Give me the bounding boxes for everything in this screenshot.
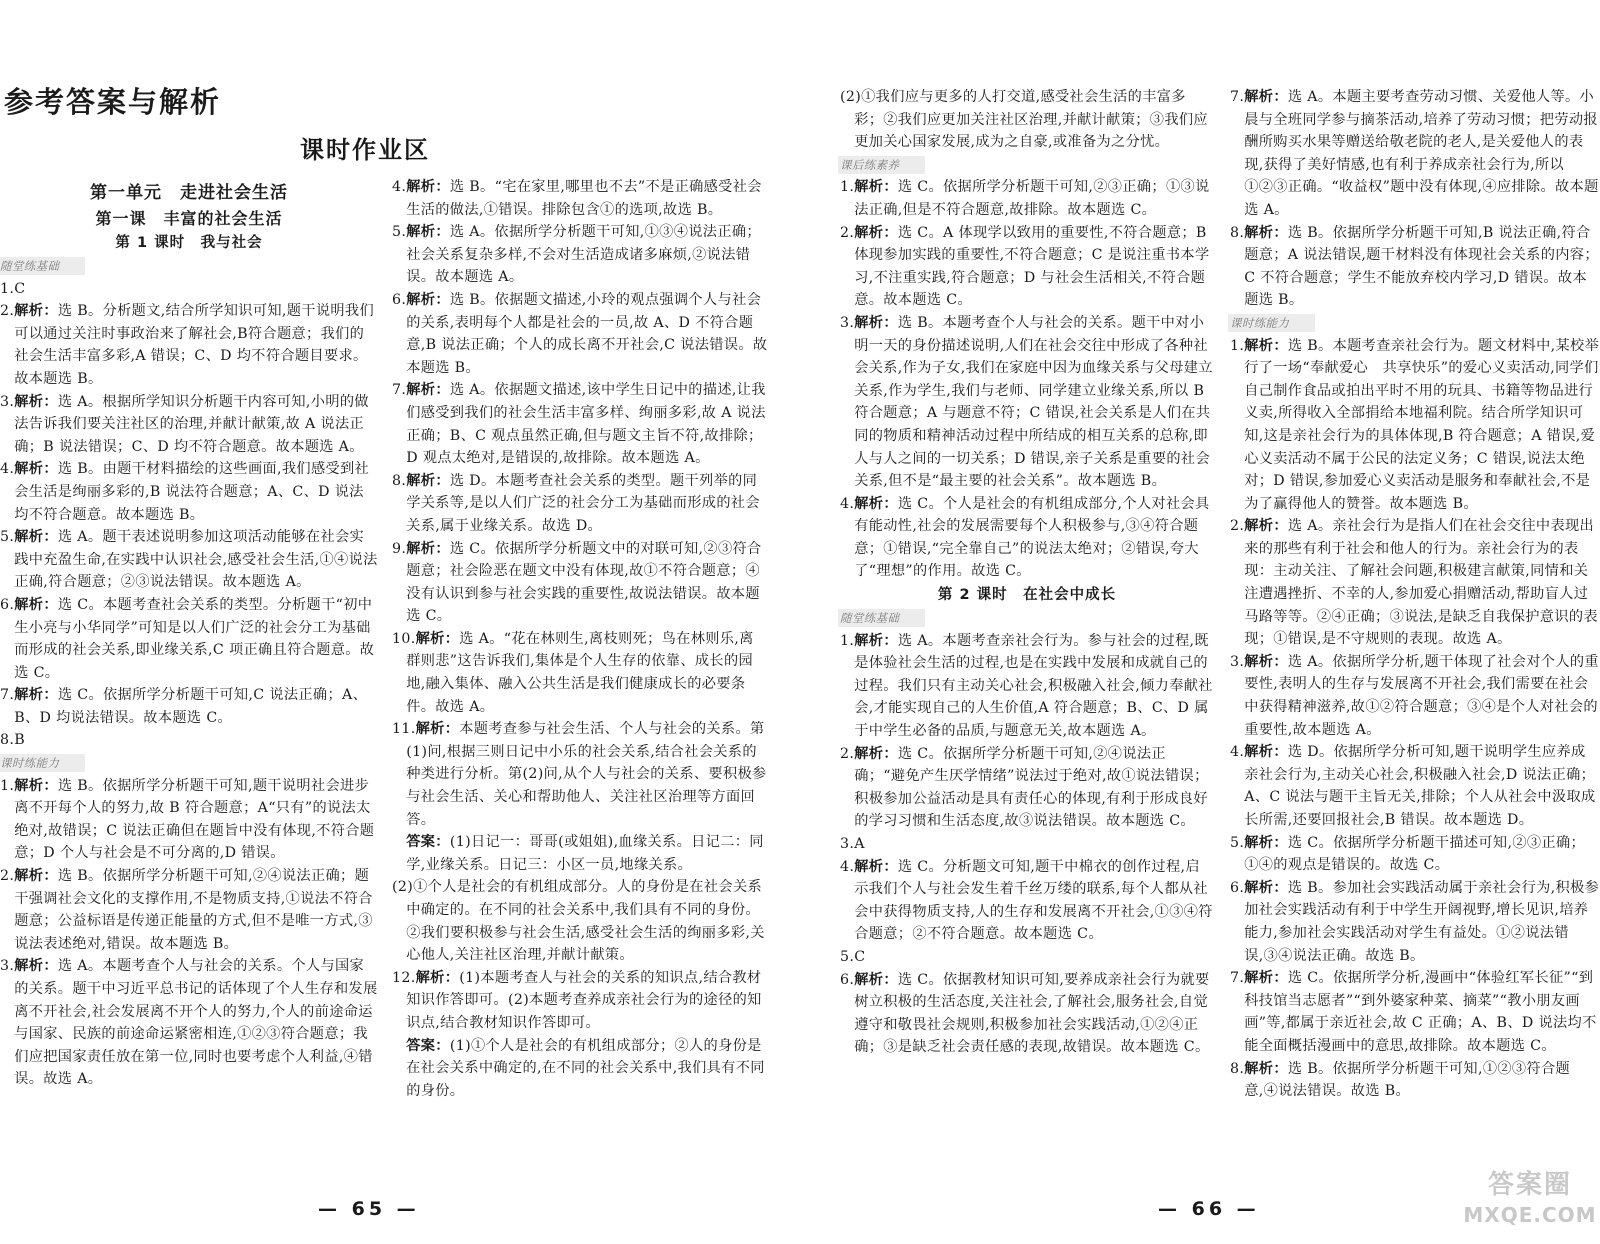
answer-list [0, 775, 378, 1091]
answer-item: 2.解析：选 B。依据所学分析题干可知,②④说法正确；题干强调社会文化的支撑作用,不是物质支持,①说法不符合题意；公益标语是传递正能量的方式,但不是唯一方式,③说法表述绝对,错误。故本题选 B。 [0, 868, 373, 952]
period-heading-1: 第 1 课时 我与社会 [115, 235, 263, 251]
answer-item: 3.解析：选 B。本题考查个人与社会的关系。题干中对小明一天的身份描述说明,人们在社会交往中形成了各种社会关系,作为子女,我们在家庭中因为血缘关系与父母建立关系,作为学生,我们与老师、同学建立业缘关系,所以 B 符合题意；A 与题意不符；C 错误,社会关系是人们在共同的物质和精神活动过程中所结成的相互关系的总称,即人与人之间的一切关系；D 错误,亲子关系是重要的社会关系,但不是“最主要的社会关系”。故本题选 B。 [840, 314, 1213, 490]
answer-item: 6.解析：选 C。本题考查社会关系的类型。分析题干“初中生小亮与小华同学”可知是以人们广泛的社会分工为基础而形成的社会关系,即业缘关系,C 项正确且符合题意。故选 C。 [0, 596, 375, 681]
answer-list [0, 278, 378, 752]
section-tag-ability: 课时练能力 [0, 754, 85, 772]
answer-item: 4.解析：选 C。分析题文可知,题干中棉衣的创作过程,启示我们个人与社会发生着千丝万缕的联系,每个人都从社会中获得物质支持,人的生存和发展离不开社会,①③④符合题意；②不符合题意。故本题选 C。 [840, 858, 1213, 943]
answer-item: 11.解析：本题考查参与社会生活、个人与社会的关系。第(1)问,根据三则日记中小乐的社会关系,结合社会关系的种类进行分析。第(2)问,从个人与社会的关系、要积极参与社会生活、关心和帮助他人、关注社区治理等方面回答。 [392, 721, 767, 828]
answer-item: 1.解析：选 C。依据所学分析题干可知,②③正确；①③说法正确,但是不符合题意,故排除。故本题选 C。 [840, 179, 1210, 218]
answer-item: 1.C [0, 280, 26, 297]
answer-item: 2.解析：选 C。A 体现学以致用的重要性,不符合题意；B 体现参加实践的重要性,不符合题意；C 是说注重书本学习,不注重实践,符合题意；D 与社会生活相关,不符合题意。故本题选 C。 [840, 224, 1210, 309]
answer-list [840, 176, 1214, 583]
main-title: 参考答案与解析 [4, 85, 222, 119]
unit-heading: 第一单元 走进社会生活 [90, 183, 288, 203]
section-tag-basic-2: 随堂练基础 [838, 609, 925, 627]
page-number-right: — 66 — [1158, 1198, 1260, 1220]
answer-item: 6.解析：选 B。参加社会实践活动属于亲社会行为,积极参加社会实践活动有利于中学生开阔视野,增长见识,培养能力,参加社会实践活动对学生有益处。①②说法错误,③④说法正确。故选 B。 [1230, 879, 1600, 964]
answer-item: 5.C [840, 948, 866, 965]
column-2 [392, 176, 768, 1102]
answer-item: 6.解析：选 B。依据题文描述,小玲的观点强调个人与社会的关系,表明每个人都是社会的一员,故 A、D 不符合题意,B 说法正确；个人的成长离不开社会,C 说法错误。故本题选 B。 [392, 291, 768, 376]
watermark [1460, 1168, 1600, 1244]
answer-item: 1.解析：选 B。依据所学分析题干可知,题干说明社会进步离不开每个人的努力,故 B 符合题意；A“只有”的说法太绝对,故错误；C 说法正确但在题旨中没有体现,不符合题意；D 个人与社会是不可分离的,D 错误。 [0, 777, 375, 862]
answer-item: 3.解析：选 A。根据所学知识分析题干内容可知,小明的做法告诉我们要关注社区的治理,并献计献策,故 A 说法正确；B 说法错误；C、D 均不符合题意。故本题选 A。 [0, 393, 369, 455]
answer-item: 7.解析：选 A。依据题文描述,该中学生日记中的描述,让我们感受到我们的社会生活丰富多样、绚丽多彩,故 A 说法正确；B、C 观点虽然正确,但与题文主旨不符,故排除；D 观点太绝对,是错误的,故排除。故本题选 A。 [392, 382, 766, 467]
answer-item: 答案：(1)①个人是社会的有机组成部分；②人的身份是在社会关系中确定的,在不同的社会关系中,我们具有不同的身份。 [406, 1037, 765, 1099]
answer-item: 2.解析：选 B。分析题文,结合所学知识可知,题干说明我们可以通过关注时事政治来了解社会,B符合题意；我们的社会生活丰富多彩,A 错误；C、D 均不符合题目要求。故本题选 B。 [0, 303, 374, 387]
answer-item: 5.解析：选 C。依据所学分析题干描述可知,②③正确；①④的观点是错误的。故选 C。 [1230, 834, 1586, 874]
section-tag-ability-2: 课时练能力 [1228, 314, 1315, 332]
answer-item: 5.解析：选 A。题干表述说明参加这项活动能够在社会实践中充盈生命,在实践中认识社会,感受社会生活,①④说法正确,符合题意；②③说法错误。故本题选 A。 [0, 529, 378, 591]
lesson-heading: 第一课 丰富的社会生活 [95, 209, 283, 228]
watermark-logo: 答案圈 [1487, 1170, 1572, 1200]
answer-item: (2)①我们应与更多的人打交道,感受社会生活的丰富多彩；②我们应更加关注社区治理,并献计献策；③我们应更加关心国家发展,成为之自豪,或准备为之分忧。 [840, 89, 1208, 151]
answer-item: 3.解析：选 A。依据所学分析,题干体现了社会对个人的重要性,表明人的生存与发展离不开社会,我们需要在社会中获得精神滋养,故①②符合题意；③④是个人对社会的重要性,故本题选 A。 [1230, 653, 1599, 738]
column-3 [840, 86, 1214, 1059]
answer-item: 2.解析：选 A。亲社会行为是指人们在社会交往中表现出来的那些有利于社会和他人的行为。亲社会行为的表现：主动关注、了解社会问题,积极建言献策,同情和关注遭遇挫折、不幸的人,参加爱心捐赠活动,帮助盲人过马路等等。②④正确；③说法,是缺乏自我保护意识的表现；①错误,是不守规则的表现。故选 A。 [1230, 518, 1598, 648]
answer-item: 6.解析：选 C。依据教材知识可知,要养成亲社会行为就要树立积极的生活态度,关注社会,了解社会,服务社会,自觉遵守和敬畏社会规则,积极参加社会实践活动,①②④正确；③是缺乏社会责任感的表现,故错误。故本题选 C。 [840, 971, 1210, 1056]
answer-item: (2)①个人是社会的有机组成部分。人的身份是在社会关系中确定的。在不同的社会关系中,我们具有不同的身份。②我们要积极参与社会生活,感受社会生活的绚丽多彩,关心他人,关注社区治理,并献计献策。 [392, 879, 765, 964]
answer-item: 7.解析：选 C。依据所学分析,漫画中“体验红军长征”“到科技馆当志愿者”“到外婆家种菜、摘菜”“教小朋友画画”等,都属于亲近社会,故 C 正确；A、B、D 说法均不能全面概括漫画中的意思,故排除。故本题选 C。 [1230, 970, 1597, 1054]
answer-item: 8.B [0, 732, 26, 749]
answer-item: 2.解析：选 C。依据所学分析题干可知,②④说法正确；“避免产生厌学情绪”说法过于绝对,故①说法错误；积极参加公益活动是具有责任心的体现,有利于形成良好的学习习惯和生活态度,故③说法错误。故本题选 C。 [840, 745, 1209, 830]
section-tag-after: 课后练素养 [838, 156, 925, 174]
answer-item: 10.解析：选 A。“花在林则生,离枝则死；鸟在林则乐,离群则悲”这告诉我们,集体是个人生存的依靠、成长的园地,融入集体、融入公共生活是我们健康成长的必要条件。故选 A。 [392, 630, 754, 715]
answer-item: 8.解析：选 D。本题考查社会关系的类型。题干列举的同学关系等,是以人们广泛的社会分工为基础而形成的社会关系,属于业缘关系。故选 D。 [392, 472, 760, 534]
answer-item: 1.解析：选 B。本题考查亲社会行为。题文材料中,某校举行了一场“奉献爱心 共享快乐”的爱心义卖活动,同学们自己制作食品或拍出平时不用的玩具、书籍等物品进行义卖,所得收入全部捐给本地福利院。结合所学知识可知,这是亲社会行为的具体体现,B 符合题意；A 错误,爱心义卖活动不属于公民的法定义务；C 错误,说法太绝对；D 错误,参加爱心义卖活动是服务和奉献社会,不是为了赢得他人的赞誉。故本题选 B。 [1230, 337, 1600, 512]
section-title: 课时作业区 [300, 136, 430, 164]
answer-item: 7.解析：选 A。本题主要考查劳动习惯、关爱他人等。小晨与全班同学参与摘茶活动,培养了劳动习惯；把劳动报酬所购买水果等赠送给敬老院的老人,是关爱他人的表现,获得了美好情感,也有利于养成亲社会行为,所以①②③正确。“收益权”题中没有体现,④应排除。故本题选 A。 [1230, 89, 1599, 218]
answer-item: 1.解析：选 A。本题考查亲社会行为。参与社会的过程,既是体验社会生活的过程,也是在实践中发展和成就自己的过程。我们只有主动关心社会,积极融入社会,倾力奉献社会,才能实现自己的人生价值,A 符合题意；B、C、D 属于中学生必备的品质,与题意无关,故本题选 A。 [840, 632, 1213, 740]
watermark-url: MXQE.COM [1463, 1203, 1597, 1227]
answer-list [1230, 335, 1600, 1103]
answer-item: 8.解析：选 B。依据所学分析题干可知,①②③符合题意,④说法错误。故选 B。 [1230, 1060, 1571, 1100]
column-4 [1230, 86, 1600, 1103]
answer-list [840, 630, 1214, 1059]
answer-item: 7.解析：选 C。依据所学分析题干可知,C 说法正确；A、B、D 均说法错误。故本题选 C。 [0, 687, 368, 726]
answer-item: 3.解析：选 A。本题考查个人与社会的关系。个人与国家的关系。题干中习近平总书记的话体现了个人生存和发展离不开社会,社会发展离不开个人的努力,个人的前途命运与国家、民族的前途命运紧密相连,①②③符合题意；我们应把国家责任放在第一位,同时也要考虑个人利益,④错误。故选 A。 [0, 958, 378, 1088]
answer-list [392, 176, 768, 1102]
answer-item: 4.解析：选 D。依据所学分析可知,题干说明学生应养成亲社会行为,主动关心社会,积极融入社会,D 说法正确；A、C 说法与题干主旨无关,排除；个人从社会中汲取成长所需,还要回报社会,B 错误。故本题选 D。 [1230, 744, 1596, 828]
answer-item: 9.解析：选 C。依据所学分析题文中的对联可知,②③符合题意；社会险恶在题文中没有体现,故①不符合题意；④没有认识到参与社会实践的重要性,故说法错误。故本题选 C。 [392, 540, 762, 625]
answer-item: 答案：(1)日记一：哥哥(或姐姐),血缘关系。日记二：同学,业缘关系。日记三：小区一员,地缘关系。 [406, 834, 764, 873]
answer-item: 5.解析：选 A。依据所学分析题干可知,①③④说法正确；社会关系复杂多样,不会对生活造成诸多麻烦,②说法错误。故本题选 A。 [392, 224, 761, 286]
answer-list [840, 86, 1214, 154]
answer-item: 12.解析：(1)本题考查人与社会的关系的知识点,结合教材知识作答即可。(2)本题考查养成亲社会行为的途径的知识点,结合教材知识作答即可。 [392, 969, 762, 1031]
period-heading-2: 第 2 课时 在社会中成长 [937, 587, 1117, 604]
answer-list [1230, 86, 1600, 312]
answer-item: 3.A [840, 836, 865, 852]
answer-item: 8.解析：选 B。依据所学分析题干可知,B 说法正确,符合题意；A 说法错误,题干材料没有体现社会关系的内容；C 不符合题意；学生不能放弃校内学习,D 错误。故本题选 B。 [1230, 224, 1599, 309]
page-number-left: — 65 — [318, 1198, 420, 1220]
answer-item: 4.解析：选 B。由题干材料描绘的这些画面,我们感受到社会生活是绚丽多彩的,B 说法符合题意；A、C、D 说法均不符合题意。故本题选 B。 [0, 461, 370, 523]
answer-item: 4.解析：选 C。个人是社会的有机组成部分,个人对社会具有能动性,社会的发展需要每个人积极参与,③④符合题意；①错误,“完全靠自己”的说法太绝对；②错误,夸大了“理想”的作用。故选 C。 [840, 495, 1210, 580]
column-1 [0, 180, 378, 1091]
answer-item: 4.解析：选 B。“宅在家里,哪里也不去”不是正确感受社会生活的做法,①错误。排除包含①的选项,故选 B。 [392, 179, 762, 218]
section-tag-basic: 随堂练基础 [0, 257, 85, 275]
